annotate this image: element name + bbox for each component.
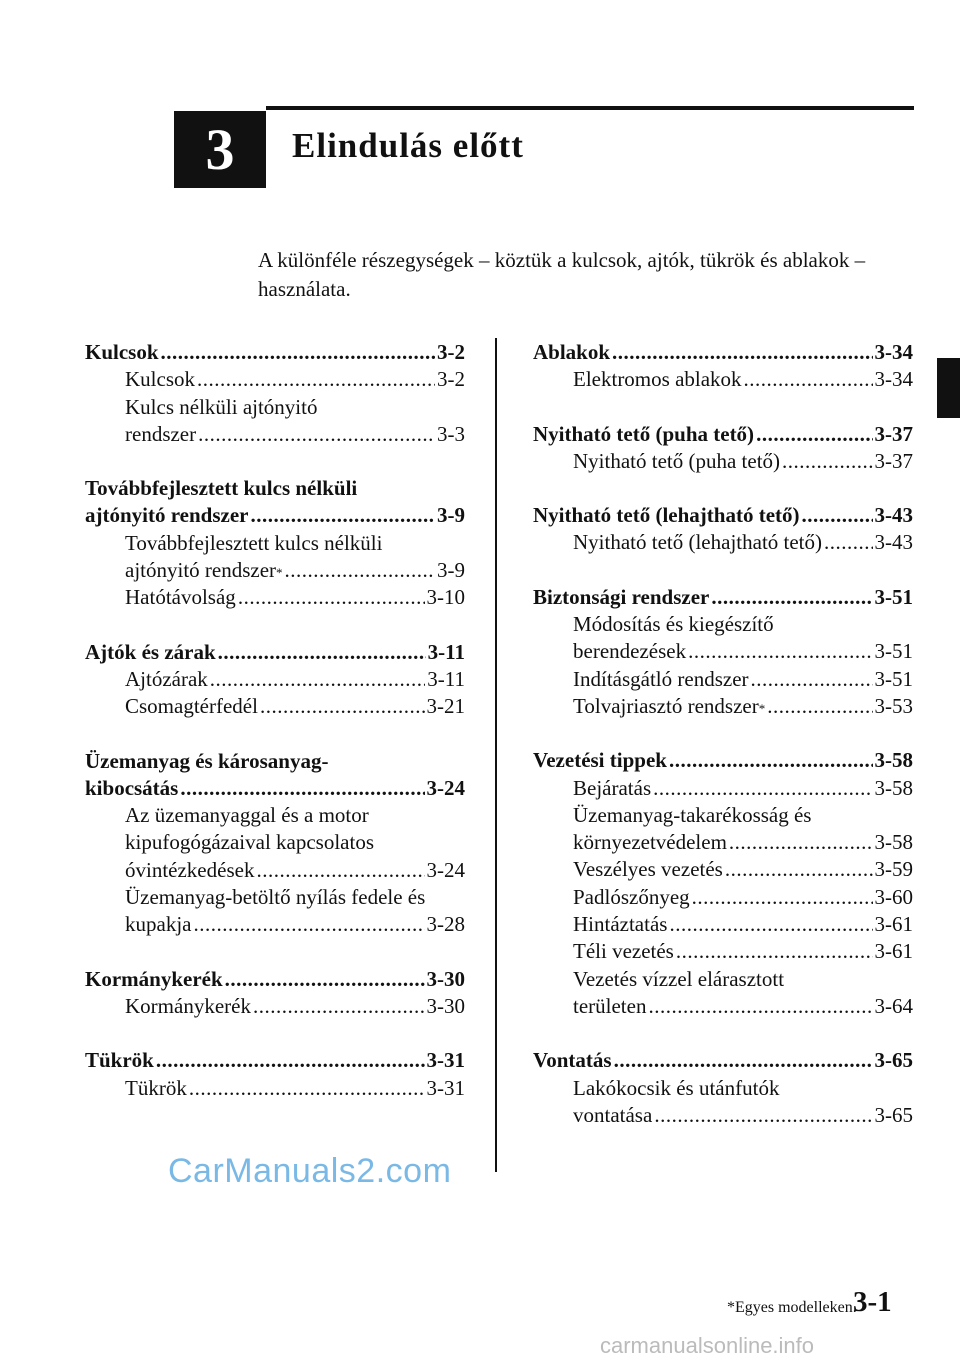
toc-page-number: 3-43: [874, 503, 913, 528]
toc-item-text: Lakókocsik és utánfutók: [573, 1075, 780, 1100]
toc-item-text: Téli vezetés: [573, 939, 674, 964]
toc-page-number: 3-21: [426, 694, 465, 719]
toc-item[interactable]: [533, 938, 913, 965]
chapter-rule: [266, 106, 914, 110]
toc-section: [533, 339, 913, 394]
toc-page-number: 3-24: [426, 857, 465, 882]
toc-section: [533, 1047, 913, 1129]
toc-item-text: ajtónyitó rendszer: [125, 558, 277, 583]
toc-page-number: 3-37: [874, 448, 913, 473]
toc-page-number: 3-64: [874, 993, 913, 1018]
toc-item[interactable]: [533, 529, 913, 556]
toc-item[interactable]: [85, 421, 465, 448]
chapter-number-box: [174, 111, 266, 188]
dot-leader: [238, 584, 425, 611]
chapter-intro: A különféle részegységek – köztük a kulcsok, ajtók, tükrök és ablakok – használata.: [258, 248, 866, 301]
toc-item-text: óvintézkedések: [125, 857, 255, 882]
toc-page-number: 3-11: [427, 639, 465, 664]
toc-item[interactable]: [85, 1075, 465, 1102]
toc-section-title: Ablakok: [533, 340, 611, 364]
toc-item[interactable]: [533, 856, 913, 883]
toc-item-text: területen: [573, 993, 647, 1018]
toc-page-number: 3-30: [426, 966, 465, 991]
toc-item-text: Nyitható tető (lehajtható tető): [573, 530, 823, 555]
dot-leader: [193, 911, 424, 938]
dot-leader: [218, 639, 426, 666]
column-divider: [495, 338, 497, 1172]
dot-leader: [669, 911, 872, 938]
toc-item-text: vontatása: [573, 1102, 653, 1127]
dot-leader: [692, 884, 873, 911]
toc-section-heading[interactable]: [85, 775, 465, 802]
toc-page-number: 3-31: [426, 1075, 465, 1100]
toc-item[interactable]: [85, 857, 465, 884]
toc-item-text: berendezések: [573, 639, 687, 664]
toc-item-text: Bejáratás: [573, 775, 652, 800]
toc-item[interactable]: [533, 448, 913, 475]
toc-page-number: 3-61: [874, 939, 913, 964]
toc-page-number: 3-10: [426, 585, 465, 610]
toc-page-number: 3-3: [437, 421, 465, 446]
toc-section-title-line[interactable]: Továbbfejlesztett kulcs nélküli: [85, 476, 358, 501]
toc-item-text: Kulcsok: [125, 367, 195, 392]
dot-leader: [654, 1102, 872, 1129]
toc-item[interactable]: [85, 530, 465, 557]
toc-page-number: 3-24: [426, 775, 465, 800]
toc-section-heading[interactable]: [85, 639, 465, 666]
toc-section: [85, 639, 465, 721]
chapter-number: 3: [205, 117, 235, 182]
dot-leader: [285, 557, 435, 584]
toc-section-heading[interactable]: [85, 339, 465, 366]
toc-section-title: Nyitható tető (puha tető): [533, 421, 755, 446]
dot-leader: [782, 448, 872, 475]
toc-item[interactable]: [85, 584, 465, 611]
toc-section: [533, 421, 913, 476]
dot-leader: [729, 829, 873, 856]
toc-right-column: [533, 339, 913, 1156]
toc-item-text: Padlószőnyeg: [573, 884, 690, 909]
toc-item-text: Kulcs nélküli ajtónyitó: [125, 394, 318, 419]
toc-section-title-line[interactable]: Üzemanyag és károsanyag-: [85, 748, 329, 773]
toc-page-number: 3-43: [874, 530, 913, 555]
dot-leader: [180, 775, 424, 802]
dot-leader: [744, 366, 873, 393]
toc-item[interactable]: [85, 666, 465, 693]
dot-leader: [225, 966, 425, 993]
footnote: *Egyes modelleken.: [727, 1299, 857, 1316]
toc-section-title: Vezetési tippek: [533, 748, 667, 773]
toc-page-number: 3-30: [426, 993, 465, 1018]
toc-item-text: rendszer: [125, 421, 197, 446]
dot-leader: [751, 666, 873, 693]
toc-item[interactable]: [533, 884, 913, 911]
toc-page-number: 3-9: [437, 558, 465, 583]
toc-page-number: 3-58: [874, 748, 913, 773]
toc-item[interactable]: [85, 993, 465, 1020]
toc-section-heading[interactable]: [85, 966, 465, 993]
toc-item[interactable]: [85, 884, 465, 911]
toc-item[interactable]: [85, 693, 465, 720]
toc-page-number: 3-51: [874, 584, 913, 609]
toc-item-text: Csomagtérfedél: [125, 694, 258, 719]
toc-page-number: 3-60: [874, 884, 913, 909]
toc-section: [85, 1047, 465, 1102]
dot-leader: [612, 339, 872, 366]
toc-page-number: 3-51: [874, 666, 913, 691]
toc-section-heading[interactable]: [533, 747, 913, 774]
toc-item[interactable]: [533, 366, 913, 393]
toc-section-heading[interactable]: [533, 421, 913, 448]
watermark-carmanuals2: CarManuals2.com: [168, 1152, 452, 1190]
watermark-carmanualsonline: carmanualsonline.info: [600, 1333, 815, 1358]
toc-item-text: kipufogógázaival kapcsolatos: [125, 830, 375, 855]
toc-left-column: [85, 339, 465, 1129]
toc-page-number: 3-53: [874, 693, 913, 718]
dot-leader: [198, 421, 435, 448]
toc-item[interactable]: [533, 611, 913, 638]
toc-section-heading[interactable]: [533, 339, 913, 366]
toc-item[interactable]: [533, 666, 913, 693]
dot-leader: [676, 938, 873, 965]
toc-item-text: Hatótávolság: [125, 585, 236, 610]
page-number: 3-1: [853, 1286, 892, 1318]
toc-item-text: Elektromos ablakok: [573, 367, 742, 392]
toc-page-number: 3-28: [426, 912, 465, 937]
toc-item[interactable]: [85, 366, 465, 393]
toc-page-number: 3-51: [874, 639, 913, 664]
toc-page-number: 3-59: [874, 857, 913, 882]
toc-section: [85, 475, 465, 611]
toc-item-text: Üzemanyag-betöltő nyílás fedele és: [125, 885, 426, 910]
toc-section-heading[interactable]: [533, 1047, 913, 1074]
dot-leader: [824, 529, 872, 556]
toc-section-heading[interactable]: [533, 584, 913, 611]
toc-section-title: Kormánykerék: [85, 966, 223, 991]
dot-leader: [688, 638, 872, 665]
toc-section-title: Biztonsági rendszer: [533, 584, 710, 609]
dot-leader: [189, 1075, 425, 1102]
toc-section: [85, 748, 465, 939]
toc-page-number: 3-65: [874, 1102, 913, 1127]
dot-leader: [161, 339, 435, 366]
toc-item[interactable]: Tolvajriasztó rendszer * ..... 3-53: [533, 693, 913, 720]
dot-leader: [614, 1047, 873, 1074]
toc-item-text: Tolvajriasztó rendszer: [573, 693, 759, 718]
toc-page-number: 3-58: [874, 830, 913, 855]
toc-item-text: Módosítás és kiegészítő: [573, 612, 774, 637]
toc-section: [85, 966, 465, 1021]
dot-leader: [253, 993, 425, 1020]
toc-item[interactable]: [533, 966, 913, 993]
toc-item[interactable]: [533, 638, 913, 665]
toc-section-title: Nyitható tető (lehajtható tető): [533, 503, 800, 528]
toc-page-number: 3-2: [437, 367, 465, 392]
toc-page-number: 3-11: [427, 666, 465, 691]
toc-page-number: 3-37: [874, 421, 913, 446]
toc-section: [533, 747, 913, 1020]
dot-leader: [756, 421, 872, 448]
dot-leader: [260, 693, 425, 720]
toc-item[interactable]: [533, 1102, 913, 1129]
dot-leader: [711, 584, 872, 611]
toc-item[interactable]: [85, 802, 465, 829]
toc-item-text: Indításgátló rendszer: [573, 666, 749, 691]
toc-page-number: 3-9: [437, 503, 465, 528]
toc-item[interactable]: [533, 993, 913, 1020]
toc-section-title: kibocsátás: [85, 775, 179, 800]
dot-leader: [725, 856, 873, 883]
toc-item-text: Nyitható tető (puha tető): [573, 448, 781, 473]
toc-section-heading[interactable]: [85, 1047, 465, 1074]
toc-page-number: 3-34: [874, 340, 913, 364]
toc-section-title: Kulcsok: [85, 340, 159, 364]
toc-item[interactable]: [85, 829, 465, 856]
dot-leader: [767, 693, 872, 720]
toc-item-text: Veszélyes vezetés: [573, 857, 723, 882]
toc-section-title: ajtónyitó rendszer: [85, 503, 249, 528]
toc-page-number: 3-58: [874, 775, 913, 800]
toc-page-number: 3-34: [874, 367, 913, 392]
dot-leader: [653, 775, 872, 802]
toc-item[interactable]: [85, 911, 465, 938]
toc-item[interactable]: [533, 829, 913, 856]
toc-item[interactable]: [85, 394, 465, 421]
toc-item-text: Vezetés vízzel elárasztott: [573, 966, 785, 991]
toc-item-text: Továbbfejlesztett kulcs nélküli: [125, 530, 383, 555]
toc-section-heading[interactable]: [533, 502, 913, 529]
dot-leader: [669, 747, 873, 774]
toc-item-text: Az üzemanyaggal és a motor: [125, 803, 369, 828]
toc-item-text: Üzemanyag-takarékosság és: [573, 802, 812, 827]
toc-item[interactable]: [533, 802, 913, 829]
toc-section-title: Vontatás: [533, 1048, 612, 1073]
toc-item[interactable]: [533, 911, 913, 938]
toc-item-text: kupakja: [125, 912, 192, 937]
toc-page-number: 3-31: [426, 1048, 465, 1073]
toc-section: [533, 502, 913, 557]
toc-section-heading[interactable]: [85, 502, 465, 529]
dot-leader: [648, 993, 872, 1020]
toc-item-text: környezetvédelem: [573, 830, 727, 855]
toc-item-text: Kormánykerék: [125, 993, 251, 1018]
toc-page-number: 3-2: [437, 340, 465, 364]
toc-section: [85, 339, 465, 448]
dot-leader: [156, 1047, 425, 1074]
chapter-side-tab: [937, 358, 960, 418]
toc-item[interactable]: [533, 775, 913, 802]
toc-section-title: Ajtók és zárak: [85, 639, 216, 664]
dot-leader: [197, 366, 435, 393]
toc-item[interactable]: ajtónyitó rendszer * ..... 3-9: [85, 557, 465, 584]
toc-item-text: Hintáztatás: [573, 912, 668, 937]
toc-section-title: Tükrök: [85, 1048, 154, 1073]
toc-page-number: 3-65: [874, 1048, 913, 1073]
dot-leader: [251, 502, 436, 529]
toc-item[interactable]: [533, 1075, 913, 1102]
toc-item-text: Tükrök: [125, 1075, 187, 1100]
dot-leader: [256, 857, 424, 884]
toc-section: [533, 584, 913, 720]
chapter-title: Elindulás előtt: [292, 126, 524, 165]
toc-item-text: Ajtózárak: [125, 666, 208, 691]
dot-leader: [802, 502, 873, 529]
dot-leader: [210, 666, 425, 693]
toc-page-number: 3-61: [874, 912, 913, 937]
